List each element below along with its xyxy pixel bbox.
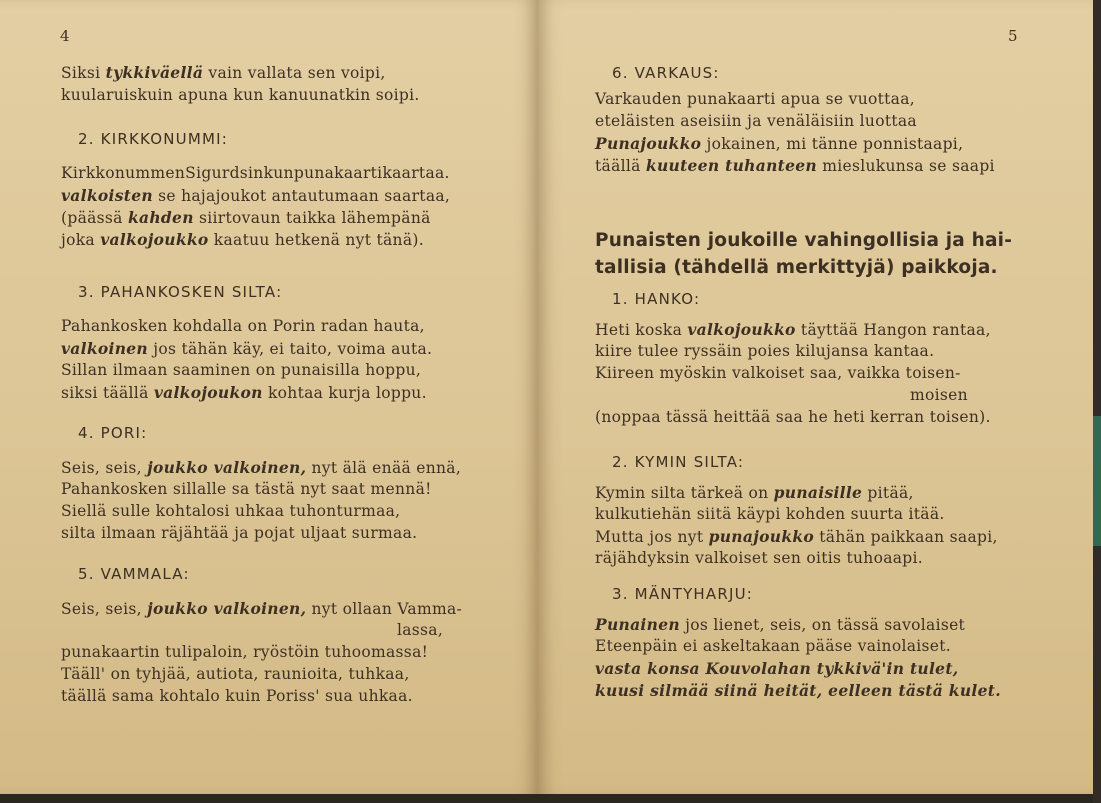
verse-line (61, 480, 432, 499)
intro-line (61, 86, 420, 105)
text-span: punakaartin tulipaloin, ryöstöin tuhoomassa! (61, 643, 429, 661)
text-span: lassa, (397, 621, 444, 639)
verse-line (595, 615, 965, 635)
emphasis-text: tykkiväellä (105, 63, 204, 82)
page-number-right: 5 (1008, 27, 1018, 45)
text-span: Tääll' on tyhjää, autiota, raunioita, tuhkaa, (61, 665, 410, 683)
emphasis-text: kuuteen tuhanteen (645, 156, 817, 175)
verse-line (595, 527, 998, 547)
section-title: 5. VAMMALA: (78, 565, 190, 583)
text-span: moisen (910, 386, 968, 404)
emphasis-text: punajoukko (708, 527, 815, 546)
text-span: jokainen, mi tänne ponnistaapi, (701, 135, 964, 153)
text-span: Siellä sulle kohtalosi uhkaa tuhonturmaa, (61, 502, 401, 520)
text-span: joka (61, 231, 101, 249)
text-span: eteläisten aseisiin ja venäläisiin luottaa (595, 112, 917, 130)
text-span: Mutta jos nyt (595, 528, 709, 546)
emphasis-text: valkoisten (61, 186, 153, 205)
text-span: täällä (595, 157, 646, 175)
text-span: nyt älä enää ennä, (306, 459, 462, 477)
verse-line (61, 687, 413, 706)
text-span: siirtovaun taikka lähempänä (193, 209, 431, 227)
verse-line (595, 320, 991, 340)
text-span: Pahankosken sillalle sa tästä nyt saat mennä! (61, 480, 432, 498)
verse-line (595, 134, 963, 154)
section-title: 1. HANKO: (612, 290, 701, 308)
section-title: 3. MÄNTYHARJU: (612, 585, 754, 603)
book-edge (1093, 0, 1101, 803)
emphasis-text: kahden (127, 208, 194, 227)
verse-line (61, 458, 461, 478)
left-page (0, 0, 538, 794)
section-title: 2. KIRKKONUMMI: (78, 130, 228, 148)
text-span: räjähdyksin valkoiset sen oitis tuhoaapi. (595, 549, 923, 567)
text-span: kaatuu hetkenä nyt tänä). (208, 231, 424, 249)
intro-line (61, 63, 386, 83)
text-span: jos lienet, seis, on tässä savolaiset (679, 616, 966, 634)
text-span: täällä sama kohtalo kuin Poriss' sua uhkaa. (61, 687, 413, 705)
verse-line (595, 549, 923, 568)
emphasis-text: valkojoukko (100, 230, 209, 249)
page-number-left: 4 (60, 27, 70, 45)
text-span: pitää, (862, 484, 914, 502)
text-span: mieslukunsa se saapi (817, 157, 995, 175)
text-span: Kiireen myöskin valkoiset saa, vaikka toisen- (595, 364, 961, 382)
verse-line (595, 483, 914, 503)
verse-line (595, 681, 1001, 701)
verse-line (61, 502, 400, 521)
verse-line (61, 339, 432, 359)
verse-line (61, 599, 462, 619)
emphasis-text: valkojoukko (687, 320, 796, 339)
verse-line (595, 659, 959, 679)
verse-line (595, 637, 951, 656)
text-span: kulkutiehän siitä käypi kohden suurta itää. (595, 505, 945, 523)
text-span: Siksi (61, 64, 106, 82)
text-span: Varkauden punakaarti apua se vuottaa, (595, 90, 915, 108)
verse-line (595, 364, 961, 383)
text-span: kiire tulee ryssäin poies kilujansa kantaa. (595, 342, 935, 360)
verse-line (595, 342, 934, 361)
emphasis-text: joukko valkoinen, (147, 599, 307, 618)
text-span: Sillan ilmaan saaminen on punaisilla hoppu, (61, 361, 422, 379)
heading-line: tallisia (tähdellä merkittyjä) paikkoja. (595, 257, 998, 278)
emphasis-text: kuusi silmää siinä heität, eelleen tästä kulet. (595, 681, 1001, 700)
verse-line (595, 112, 917, 131)
text-span: Seis, seis, (61, 459, 148, 477)
verse-line (61, 317, 425, 336)
heading-line: Punaisten joukoille vahingollisia ja hai- (595, 230, 1013, 251)
book-edge-green (1093, 416, 1101, 546)
section-title: 4. PORI: (78, 424, 148, 442)
text-span: vain vallata sen voipi, (203, 64, 386, 82)
verse-line (61, 361, 421, 380)
text-span: Seis, seis, (61, 600, 148, 618)
emphasis-text: punaisille (773, 483, 863, 502)
right-page (538, 0, 1093, 794)
verse-line (61, 164, 450, 183)
text-span: kohtaa kurja loppu. (262, 384, 427, 402)
verse-line (910, 386, 968, 405)
text-span: Pahankosken kohdalla on Porin radan hauta, (61, 317, 425, 335)
emphasis-text: joukko valkoinen, (147, 458, 307, 477)
section-title: 3. PAHANKOSKEN SILTA: (78, 283, 283, 301)
text-span: siksi täällä (61, 384, 154, 402)
verse-line (595, 156, 995, 176)
verse-line (61, 643, 428, 662)
text-span: nyt ollaan Vamma- (306, 600, 463, 618)
verse-line (61, 186, 450, 206)
emphasis-text: Punajoukko (595, 134, 702, 153)
text-span: se hajajoukot antautumaan saartaa, (152, 187, 451, 205)
text-span: Eteenpäin ei askeltakaan pääse vainolaiset. (595, 637, 951, 655)
text-span: (päässä (61, 209, 128, 227)
verse-line (397, 621, 443, 640)
text-span: silta ilmaan räjähtää ja pojat uljaat surmaa. (61, 524, 418, 542)
emphasis-text: valkojoukon (153, 383, 263, 402)
text-span: tähän paikkaan saapi, (814, 528, 998, 546)
verse-line (61, 230, 424, 250)
emphasis-text: Punainen (595, 615, 680, 634)
verse-line (595, 505, 945, 524)
text-span: jos tähän käy, ei taito, voima auta. (148, 340, 433, 358)
emphasis-text: valkoinen (61, 339, 149, 358)
verse-line (61, 665, 410, 684)
verse-line (61, 208, 431, 228)
emphasis-text: vasta konsa Kouvolahan tykkivä'in tulet, (595, 659, 959, 678)
text-span: KirkkonummenSigurdsinkunpunakaartikaartaa. (61, 164, 450, 182)
verse-line (595, 90, 915, 109)
section-title: 2. KYMIN SILTA: (612, 453, 745, 471)
text-span: täyttää Hangon rantaa, (795, 321, 991, 339)
verse-line (61, 524, 417, 543)
text-span: Kymin silta tärkeä on (595, 484, 774, 502)
verse-line (61, 383, 427, 403)
verse-line (595, 408, 991, 427)
text-span: (noppaa tässä heittää saa he heti kerran toisen). (595, 408, 991, 426)
text-span: kuularuiskuin apuna kun kanuunatkin soipi. (61, 86, 420, 104)
section-title: 6. VARKAUS: (612, 64, 720, 82)
text-span: Heti koska (595, 321, 688, 339)
